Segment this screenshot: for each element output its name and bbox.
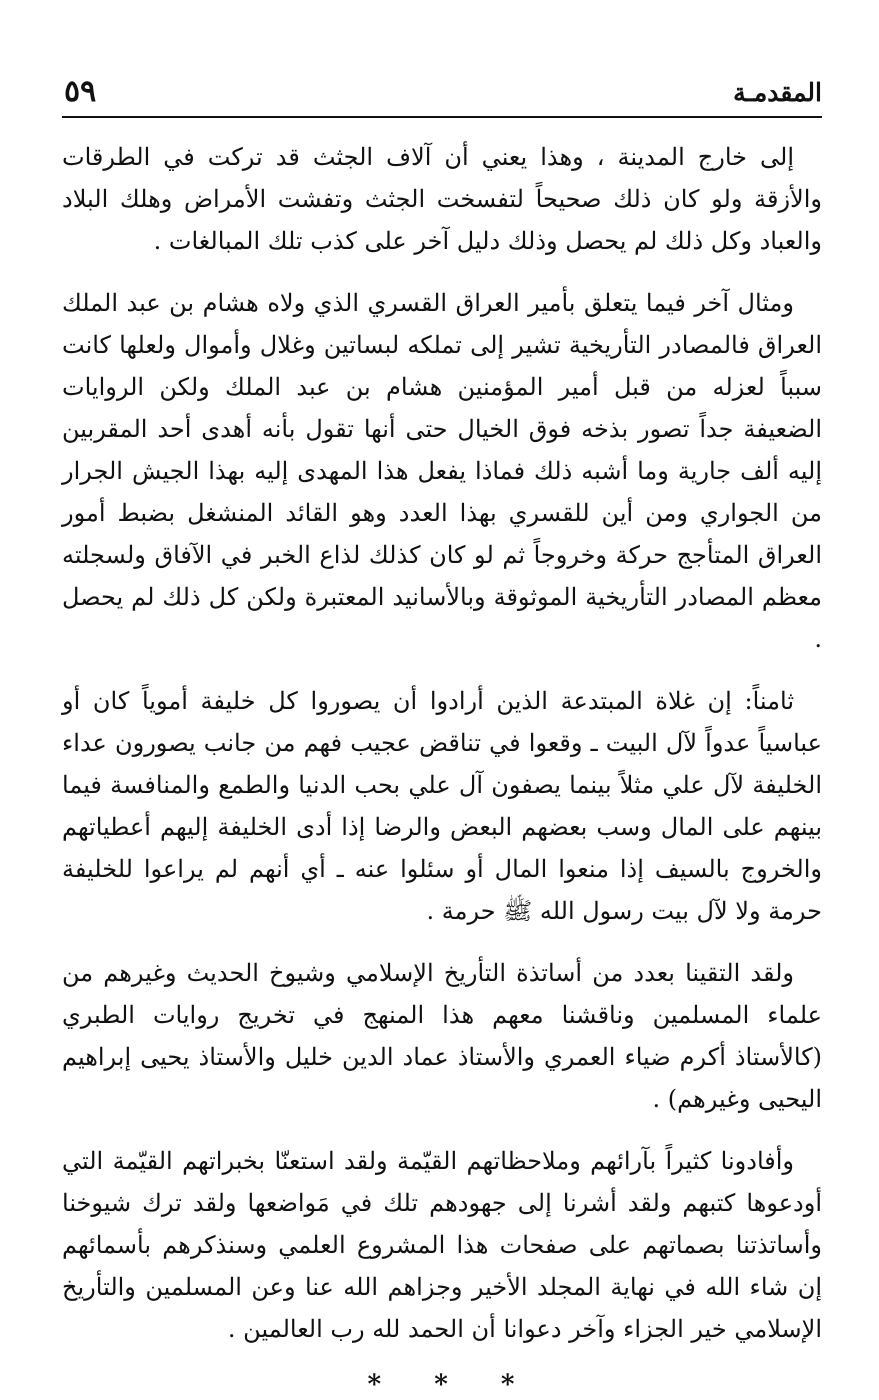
paragraph — [62, 136, 822, 262]
paragraph — [62, 952, 822, 1120]
section-title: المقدمـة — [733, 78, 822, 107]
paragraph-text: وأفادونا كثيراً بآرائهم وملاحظاتهم القيّمة ولقد استعنّا بخبراتهم القيّمة التي أودعوها كتبهم ولقد أشرنا إلى جهودهم تلك في مَواضعها ولقد ترك شيوخنا وأساتذتنا بصماتهم على صفحات هذا المشروع العلمي وسنذكرهم بأسمائهم إن شاء الله في نهاية المجلد الأخير وجزاهم الله عنا وعن المسلمين والتأريخ الإسلامي خير الجزاء وآخر دعوانا أن الحمد لله رب العالمين . — [62, 1147, 822, 1343]
paragraph — [62, 282, 822, 660]
paragraph-text: ومثال آخر فيما يتعلق بأمير العراق القسري الذي ولاه هشام بن عبد الملك العراق فالمصادر التأريخية تشير إلى تملكه لبساتين وغلال وأموال ولعلها كانت سبباً لعزله من قبل أمير المؤمنين هشام بن عبد الملك ولكن الروايات الضعيفة جداً تصور بذخه فوق الخيال حتى أنها تقول بأنه أهدى أحد المقربين إليه ألف جارية وما أشبه ذلك فماذا يفعل هذا المهدى إليه بهذا الجيش الجرار من الجواري ومن أين للقسري بهذا العدد وهو القائد المنشغل بضبط أمور العراق المتأجج حركة وخروجاً ثم لو كان كذلك لذاع الخبر في الآفاق ولسجلته معظم المصادر التأريخية الموثوقة وبالأسانيد المعتبرة ولكن كل ذلك لم يحصل . — [62, 289, 823, 653]
section-divider: * * * — [367, 1370, 537, 1400]
paragraph-text: إلى خارج المدينة ، وهذا يعني أن آلاف الجثث قد تركت في الطرقات والأزقة ولو كان ذلك صحيحاً لتفسخت الجثث وتفشت الأمراض وهلك البلاد والعباد وكل ذلك لم يحصل وذلك دليل آخر على كذب تلك المبالغات . — [62, 143, 822, 255]
page-header — [62, 70, 822, 118]
paragraph — [62, 1140, 822, 1350]
paragraph — [62, 680, 822, 932]
page-body — [62, 136, 822, 1400]
paragraph-text: ولقد التقينا بعدد من أساتذة التأريخ الإسلامي وشيوخ الحديث وغيرهم من علماء المسلمين وناقشنا معهم هذا المنهج في تخريج روايات الطبري (كالأستاذ أكرم ضياء العمري والأستاذ عماد الدين خليل والأستاذ يحيى إبراهيم اليحيى وغيرهم) . — [62, 959, 822, 1113]
page-number: ٥٩ — [64, 74, 97, 109]
header-rule — [62, 116, 822, 118]
book-page — [62, 70, 823, 1400]
paragraph-text: ثامناً: إن غلاة المبتدعة الذين أرادوا أن يصوروا كل خليفة أموياً كان أو عباسياً عدواً لآل البيت ـ وقعوا في تناقض عجيب فهم من جانب يصورون عداء الخليفة لآل علي مثلاً بينما يصفون آل علي بحب الدنيا والطمع والمنافسة فيما بينهم على المال وسب بعضهم البعض والرضا إذا أدى الخليفة إليهم أعطياتهم والخروج بالسيف إذا منعوا المال أو سئلوا عنه ـ أي أنهم لم يراعوا للخليفة حرمة ولا لآل بيت رسول الله ﷺ حرمة . — [62, 687, 822, 925]
